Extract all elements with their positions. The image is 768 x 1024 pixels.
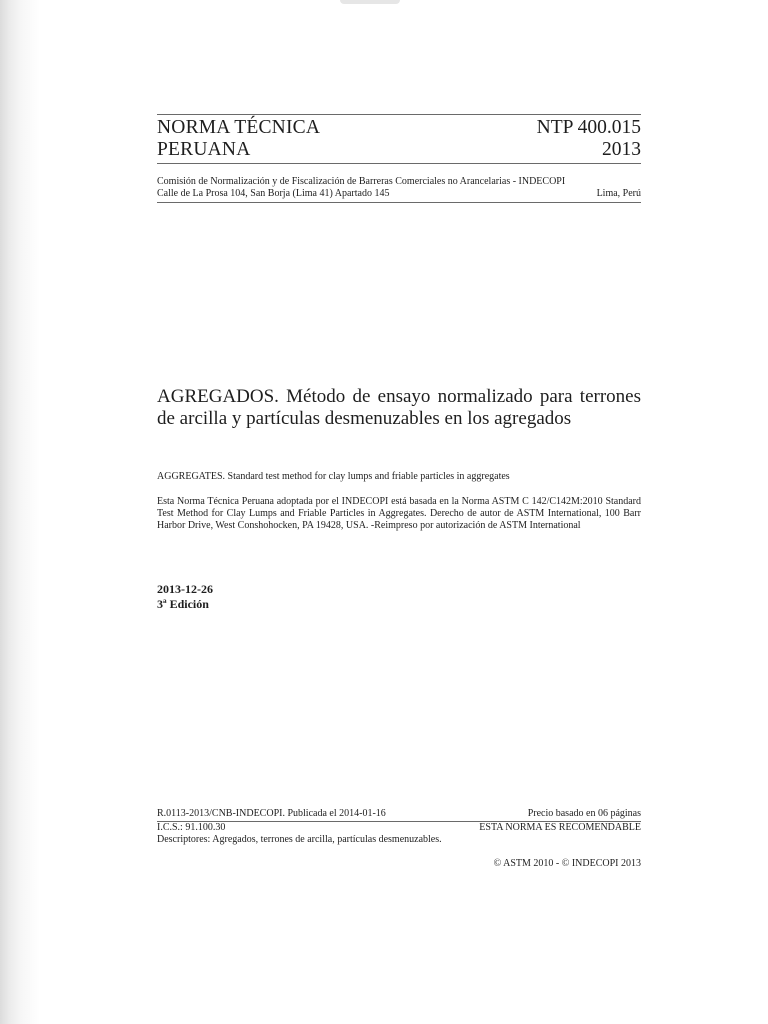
scan-edge-shadow bbox=[0, 0, 40, 1024]
ics-code: I.C.S.: 91.100.30 bbox=[157, 822, 226, 833]
commission-address: Calle de La Prosa 104, San Borja (Lima 41) Apartado 145 bbox=[157, 188, 390, 199]
edition-label: 3ª Edición bbox=[157, 597, 209, 611]
footer-resolution-row bbox=[157, 808, 641, 820]
adoption-statement: Esta Norma Técnica Peruana adoptada por el INDECOPI está basada en la Norma ASTM C 142/C142M:2010 Standard Test Method for Clay Lumps and Friable Particles in Aggregates. Derecho de autor de ASTM International, 100 Barr Harbor Drive, West Conshohocken, PA 19428, USA. -Reimpreso por autorización de ASTM International bbox=[157, 496, 641, 531]
header-middle-rule bbox=[157, 163, 641, 164]
footer-ics-row bbox=[157, 822, 641, 834]
edition-date: 2013-12-26 bbox=[157, 582, 213, 596]
standard-code: NTP 400.015 bbox=[536, 117, 641, 138]
recommendation-status: ESTA NORMA ES RECOMENDABLE bbox=[479, 822, 641, 833]
copyright-notice: © ASTM 2010 - © INDECOPI 2013 bbox=[493, 858, 641, 869]
document-title-english: AGGREGATES. Standard test method for clay lumps and friable particles in aggregates bbox=[157, 471, 510, 482]
standard-code-block bbox=[537, 117, 641, 161]
descriptors: Descriptores: Agregados, terrones de arcilla, partículas desmenuzables. bbox=[157, 834, 442, 845]
standard-year: 2013 bbox=[602, 139, 641, 160]
commission-city: Lima, Perú bbox=[596, 188, 641, 199]
commission-block bbox=[157, 176, 641, 200]
price-basis: Precio basado en 06 páginas bbox=[527, 808, 641, 819]
edition-block bbox=[157, 582, 213, 612]
header-bottom-rule bbox=[157, 202, 641, 203]
commission-name: Comisión de Normalización y de Fiscalización de Barreras Comerciales no Arancelarias - INDECOPI bbox=[157, 176, 566, 187]
resolution-text: R.0113-2013/CNB-INDECOPI. Publicada el 2014-01-16 bbox=[157, 808, 386, 819]
footer-block bbox=[157, 808, 641, 846]
scan-top-mark bbox=[340, 0, 400, 4]
standard-type-title bbox=[157, 117, 320, 161]
standard-type-line2: PERUANA bbox=[157, 139, 251, 160]
standard-type-line1: NORMA TÉCNICA bbox=[157, 117, 321, 138]
commission-address-row bbox=[157, 188, 641, 200]
document-title: AGREGADOS. Método de ensayo normalizado para terrones de arcilla y partículas desmenuzables en los agregados bbox=[157, 386, 641, 429]
header-top-rule bbox=[157, 114, 641, 115]
